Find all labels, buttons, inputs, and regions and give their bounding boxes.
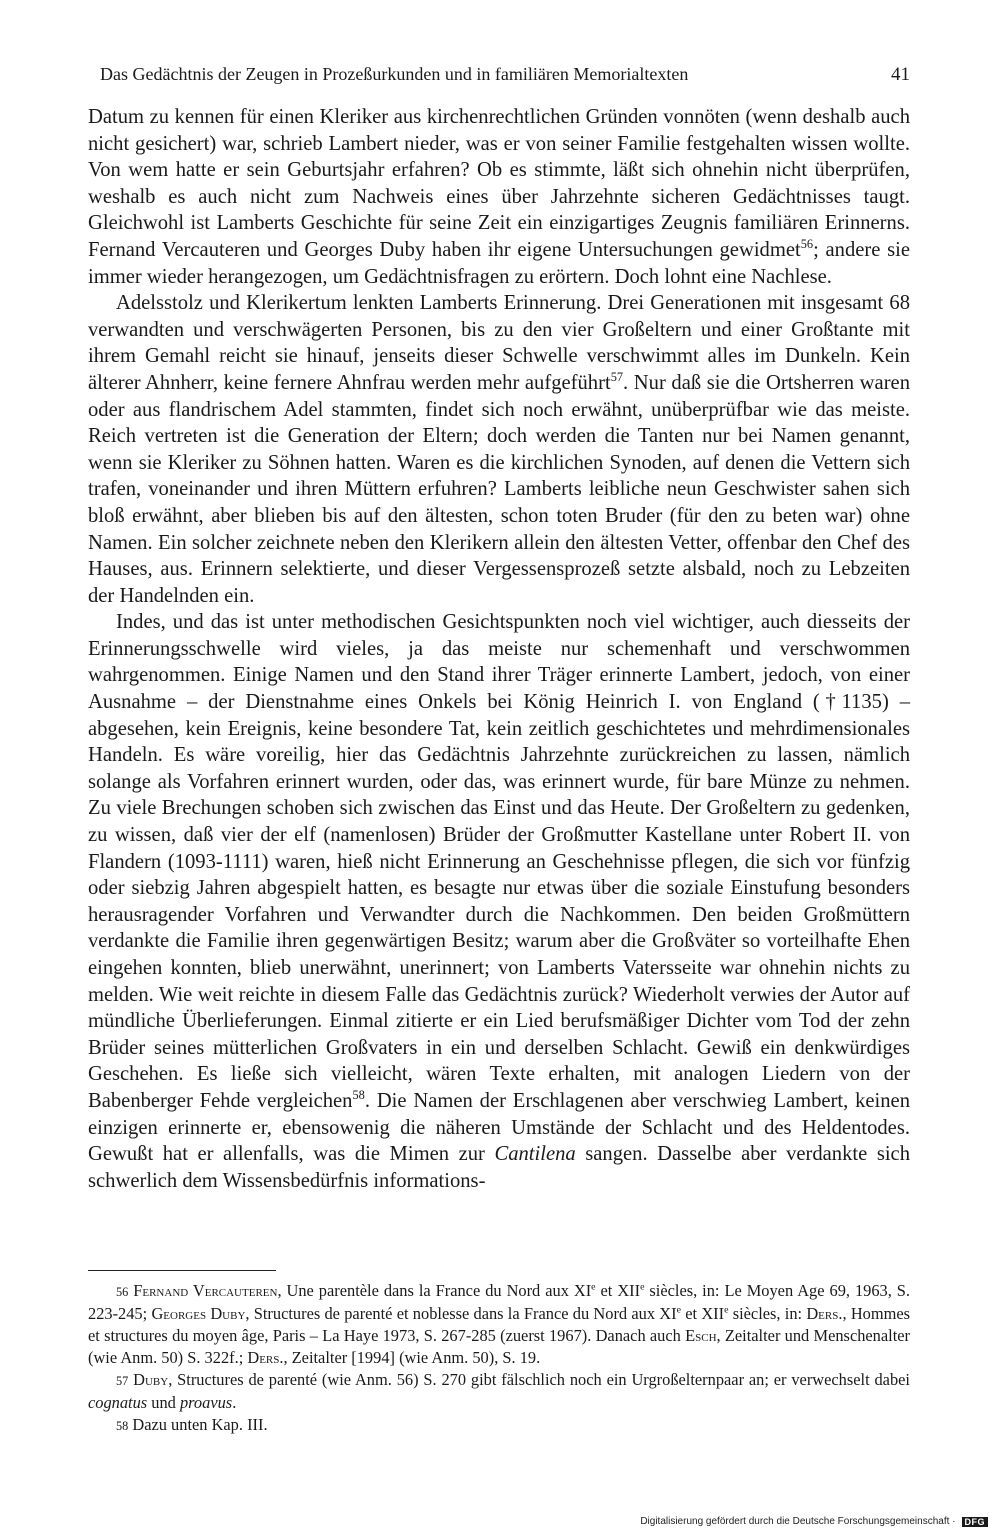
author-name: Duby (133, 1370, 169, 1389)
paragraph-1 (88, 104, 910, 290)
text-run: und (147, 1393, 180, 1412)
footnotes (88, 1280, 910, 1437)
superscript: e (724, 1304, 729, 1316)
text-run: ; andere sie immer wieder herangezogen, um Gedächtnisfragen zu erörtern. Doch lohnt eine Nachlese. (88, 238, 910, 288)
digitization-credit (640, 1516, 988, 1527)
footnote-ref-57[interactable]: 57 (610, 370, 624, 385)
superscript: e (591, 1281, 596, 1293)
paragraph-3 (88, 609, 910, 1194)
footnote-rule (88, 1270, 276, 1271)
text-run: Datum zu kennen für einen Kleriker aus kirchenrechtlichen Gründen vonnöten (wenn deshalb auch nicht gesichert) war, schrieb Lambert nieder, was er von seiner Familie festgehalten wissen wollte. Von wem hatte er sein Geburtsjahr erfahren? Ob es stimmte, läßt sich ohnehin nicht überprüfen, weshalb es auch nicht zum Nachweis eines über Jahrzehnte sicheren Gedächtnisses taugt. Gleichwohl ist Lamberts Geschichte für seine Zeit ein einzigartiges Zeugnis familiären Erinnerns. Fernand Vercauteren und Georges Duby haben ihr eigene Untersuchungen gewidmet (88, 106, 910, 261)
text-run: siècles, in: (728, 1304, 807, 1323)
emphasis: cognatus (88, 1393, 148, 1412)
emphasis-cantilena: Cantilena (494, 1143, 576, 1166)
running-header (100, 64, 910, 86)
author-name: Ders. (806, 1304, 843, 1323)
text-run: , Zeitalter [1994] (wie Anm. 50), S. 19. (283, 1348, 541, 1367)
superscript: e (640, 1281, 645, 1293)
footnote-56 (88, 1280, 910, 1369)
text-run: . (232, 1393, 237, 1412)
emphasis: proavus (179, 1393, 233, 1412)
text-run: . Nur daß sie die Ortsherren waren oder aus flandrischem Adel stammten, findet sich noch erwähnt, unüberprüfbar wie das meiste. Reich vertreten ist die Generation der Eltern; doch werden die Tanten nur bei Namen genannt, wenn sie Kleriker zu Söhnen hatten. Waren es die kirchlichen Synoden, auf denen die Vettern sich trafen, voneinander und ihren Müttern erfuhren? Lamberts leibliche neun Geschwister sahen sich bloß erwähnt, aber blieben bis auf den ältesten, schon toten Bruder (für den zu beten war) ohne Namen. Ein solcher zeichnete neben den Klerikern allein den ältesten Vetter, offenbar den Chef des Hauses, aus. Erinnern selektierte, und dieser Vergessensprozeß setzte alsbald, noch zu Lebzeiten der Handelnden ein. (88, 371, 910, 607)
footnote-number: 56 (116, 1285, 129, 1299)
text-run: et XII (595, 1281, 641, 1300)
text-run: sangen. Dasselbe aber verdankte sich schwerlich dem Wissensbedürfnis informations- (88, 1143, 910, 1192)
text-run: , Structures de parenté et noblesse dans la France du Nord aux XI (245, 1304, 677, 1323)
text-run: , Hommes et structures du moyen âge, Paris – La Haye 1973, S. 267-285 (zuerst 1967). Danach auch (88, 1304, 910, 1345)
text-run: et XII (680, 1304, 725, 1323)
text-run: Adelsstolz und Klerikertum lenkten Lamberts Erinnerung. Drei Generationen mit insgesamt 68 verwandten und verschwägerten Personen, bis zu den vier Großeltern und einer Großtante mit ihrem Gemahl reicht sie hinauf, jenseits dieser Schwelle verschwimmt alles im Dunkeln. Kein älterer Ahnherr, keine fernere Ahnfrau werden mehr aufgeführt (88, 292, 910, 394)
paragraph-2 (88, 290, 910, 609)
author-name: Georges Duby (151, 1304, 246, 1323)
main-text (88, 104, 910, 1194)
author-name: Ders. (247, 1348, 284, 1367)
page-number: 41 (891, 64, 910, 85)
footnote-number: 57 (116, 1374, 129, 1388)
footnote-number: 58 (116, 1419, 129, 1433)
credit-text: Digitalisierung gefördert durch die Deutsche Forschungsgemeinschaft · (640, 1516, 956, 1527)
footnote-ref-58[interactable]: 58 (352, 1088, 365, 1103)
text-run: siècles, in: Le Moyen Age 69, 1963, S. 223-245; (88, 1281, 911, 1323)
author-name: Fernand Vercauteren (133, 1281, 278, 1300)
footnote-57 (88, 1369, 910, 1414)
superscript: e (676, 1304, 681, 1316)
text-run: , Zeitalter und Menschenalter (wie Anm. 50) S. 322f.; (88, 1326, 910, 1367)
dfg-logo: DFG (962, 1517, 989, 1527)
text-run: Indes, und das ist unter methodischen Gesichtspunkten noch viel wichtiger, auch diesseits der Erinnerungsschwelle wird vieles, ja das meiste nur schemenhaft und verschwommen wahrgenommen. Einige Namen und den Stand ihrer Träger erinnerte Lambert, jedoch, von einer Ausnahme – der Dienstnahme eines Onkels bei König Heinrich I. von England (†1135) – abgesehen, kein Ereignis, keine besondere Tat, kein zeitlich geschichtetes und mehrdimensionales Handeln. Es wäre voreilig, hier das Gedächtnis Jahrzehnte zurückreichen zu lassen, nämlich solange als Vorfahren erinnert wurden, oder das, was erinnert wurde, für bare Münze zu nehmen. Zu viele Brechungen schoben sich zwischen das Einst und das Heute. Der Großeltern zu gedenken, zu wissen, daß vier der elf (namenlosen) Brüder der Großmutter Kastellane unter Robert II. von Flandern (1093-1111) waren, hieß nicht Erinnerung an Geschehnisse pflegen, die sich vor fünfzig oder siebzig Jahren abgespielt hatten, es besagte nur etwas über die soziale Einstufung besonders herausragender Vorfahren und Verwandter durch die Nachkommen. Den beiden Großmüttern verdankte die Familie ihren gegenwärtigen Besitz; warum aber die Großväter so vorteilhafte Ehen eingehen konnten, blieb unerwähnt, unerinnert; von Lamberts Vatersseite war ohnehin nichts zu melden. Wie weit reichte in diesem Falle das Gedächtnis zurück? Wiederholt verwies der Autor auf mündliche Überlieferungen. Einmal zitierte er ein Lied berufsmäßiger Dichter vom Tod der zehn Brüder seines mütterlichen Großvaters in ein und derselben Schlacht. Gewiß ein denkwürdiges Geschehen. Es ließe sich vielleicht, wären Texte erhalten, mit analogen Liedern von der Babenberger Fehde vergleichen (88, 611, 910, 1112)
running-title: Das Gedächtnis der Zeugen in Prozeßurkunden und in familiären Memorialtexten (100, 64, 689, 84)
text-run: Dazu unten Kap. III. (128, 1415, 268, 1434)
footnote-58 (88, 1414, 910, 1437)
text-run: , Une parentèle dans la France du Nord aux XI (277, 1281, 592, 1300)
author-name: Esch (685, 1326, 717, 1345)
text-run: . Die Namen der Erschlagenen aber verschwieg Lambert, keinen einzigen erinnerte er, ebensowenig die näheren Umstände der Schlacht und des Heldentodes. Gewußt hat er allenfalls, was die Mimen zur (88, 1089, 910, 1166)
text-run: , Structures de parenté (wie Anm. 56) S. 270 gibt fälschlich noch ein Urgroßelternpaar an; er verwechselt dabei (168, 1370, 910, 1389)
footnote-ref-56[interactable]: 56 (800, 237, 814, 252)
